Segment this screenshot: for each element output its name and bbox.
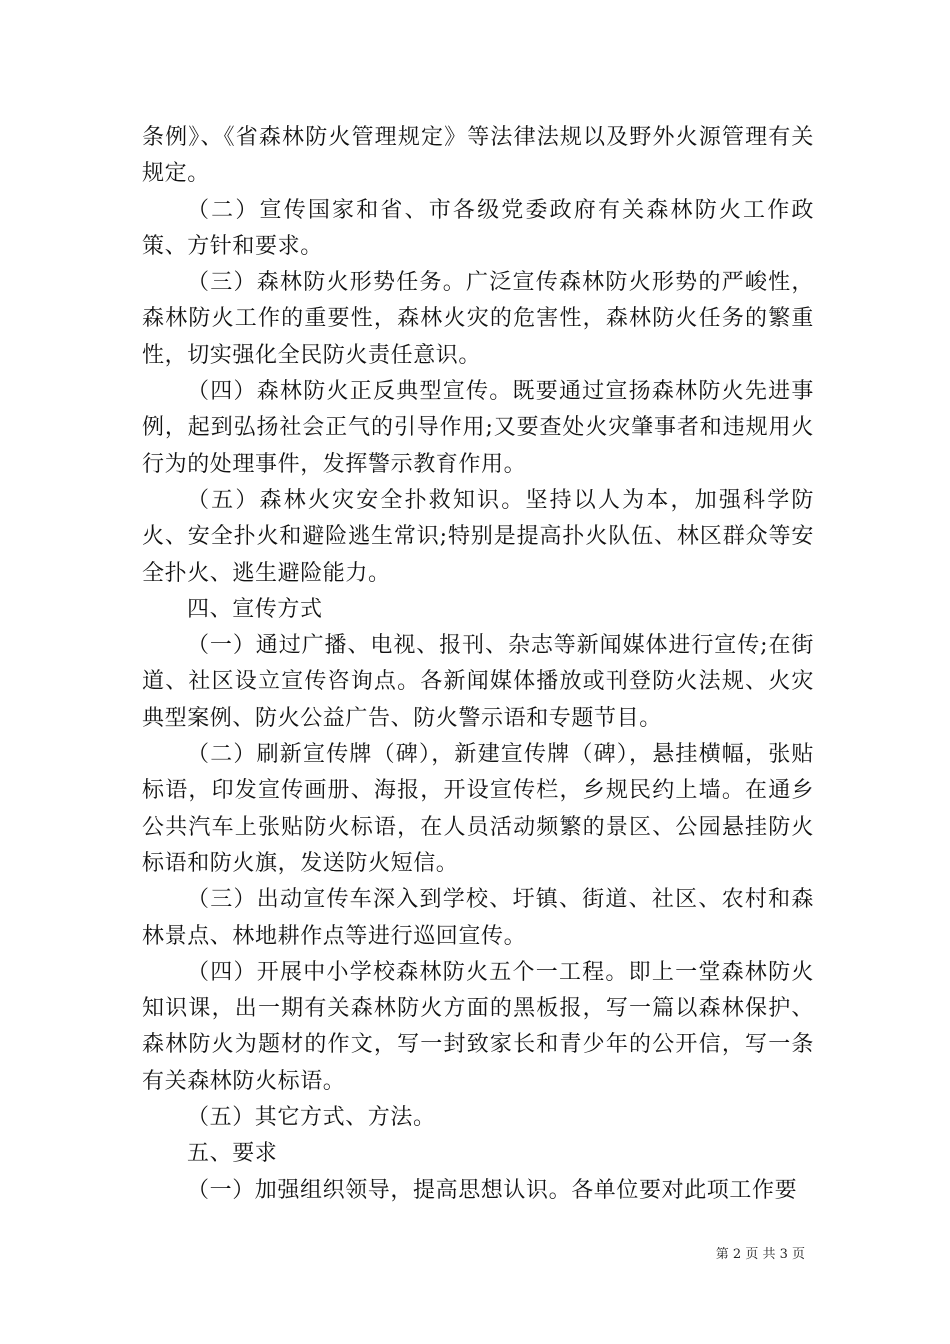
paragraph: （一）通过广播、电视、报刊、杂志等新闻媒体进行宣传;在街道、社区设立宣传咨询点。各新闻媒体播放或刊登防火法规、火灾典型案例、防火公益广告、防火警示语和专题节目。 bbox=[142, 633, 814, 731]
section-heading: 四、宣传方式 bbox=[187, 596, 323, 622]
page-number: 第 2 页 共 3 页 bbox=[715, 1247, 805, 1262]
paragraph: （一）加强组织领导，提高思想认识。各单位要对此项工作要 bbox=[187, 1177, 798, 1203]
paragraph: （五）其它方式、方法。 bbox=[187, 1105, 436, 1131]
paragraph: （三）森林防火形势任务。广泛宣传森林防火形势的严峻性，森林防火工作的重要性，森林火灾的危害性，森林防火任务的繁重性，切实强化全民防火责任意识。 bbox=[142, 270, 814, 368]
paragraph: （二）刷新宣传牌（碑），新建宣传牌（碑），悬挂横幅，张贴标语，印发宣传画册、海报，开设宣传栏，乡规民约上墙。在通乡公共汽车上张贴防火标语，在人员活动频繁的景区、公园悬挂防火标语和防火旗，发送防火短信。 bbox=[142, 742, 814, 876]
paragraph: （四）森林防火正反典型宣传。既要通过宣扬森林防火先进事例，起到弘扬社会正气的引导作用;又要查处火灾肇事者和违规用火行为的处理事件，发挥警示教育作用。 bbox=[142, 379, 814, 477]
paragraph: （二）宣传国家和省、市各级党委政府有关森林防火工作政策、方针和要求。 bbox=[142, 197, 814, 259]
paragraph: 条例》、《省森林防火管理规定》等法律法规以及野外火源管理有关规定。 bbox=[142, 125, 814, 187]
document-body bbox=[142, 120, 814, 1209]
paragraph: （三）出动宣传车深入到学校、圩镇、街道、社区、农村和森林景点、林地耕作点等进行巡回宣传。 bbox=[142, 887, 814, 949]
paragraph: （五）森林火灾安全扑救知识。坚持以人为本，加强科学防火、安全扑火和避险逃生常识;特别是提高扑火队伍、林区群众等安全扑火、逃生避险能力。 bbox=[142, 487, 814, 586]
paragraph: （四）开展中小学校森林防火五个一工程。即上一堂森林防火知识课，出一期有关森林防火方面的黑板报，写一篇以森林保护、森林防火为题材的作文，写一封致家长和青少年的公开信，写一条有关森林防火标语。 bbox=[142, 959, 814, 1094]
section-heading: 五、要求 bbox=[187, 1141, 278, 1167]
